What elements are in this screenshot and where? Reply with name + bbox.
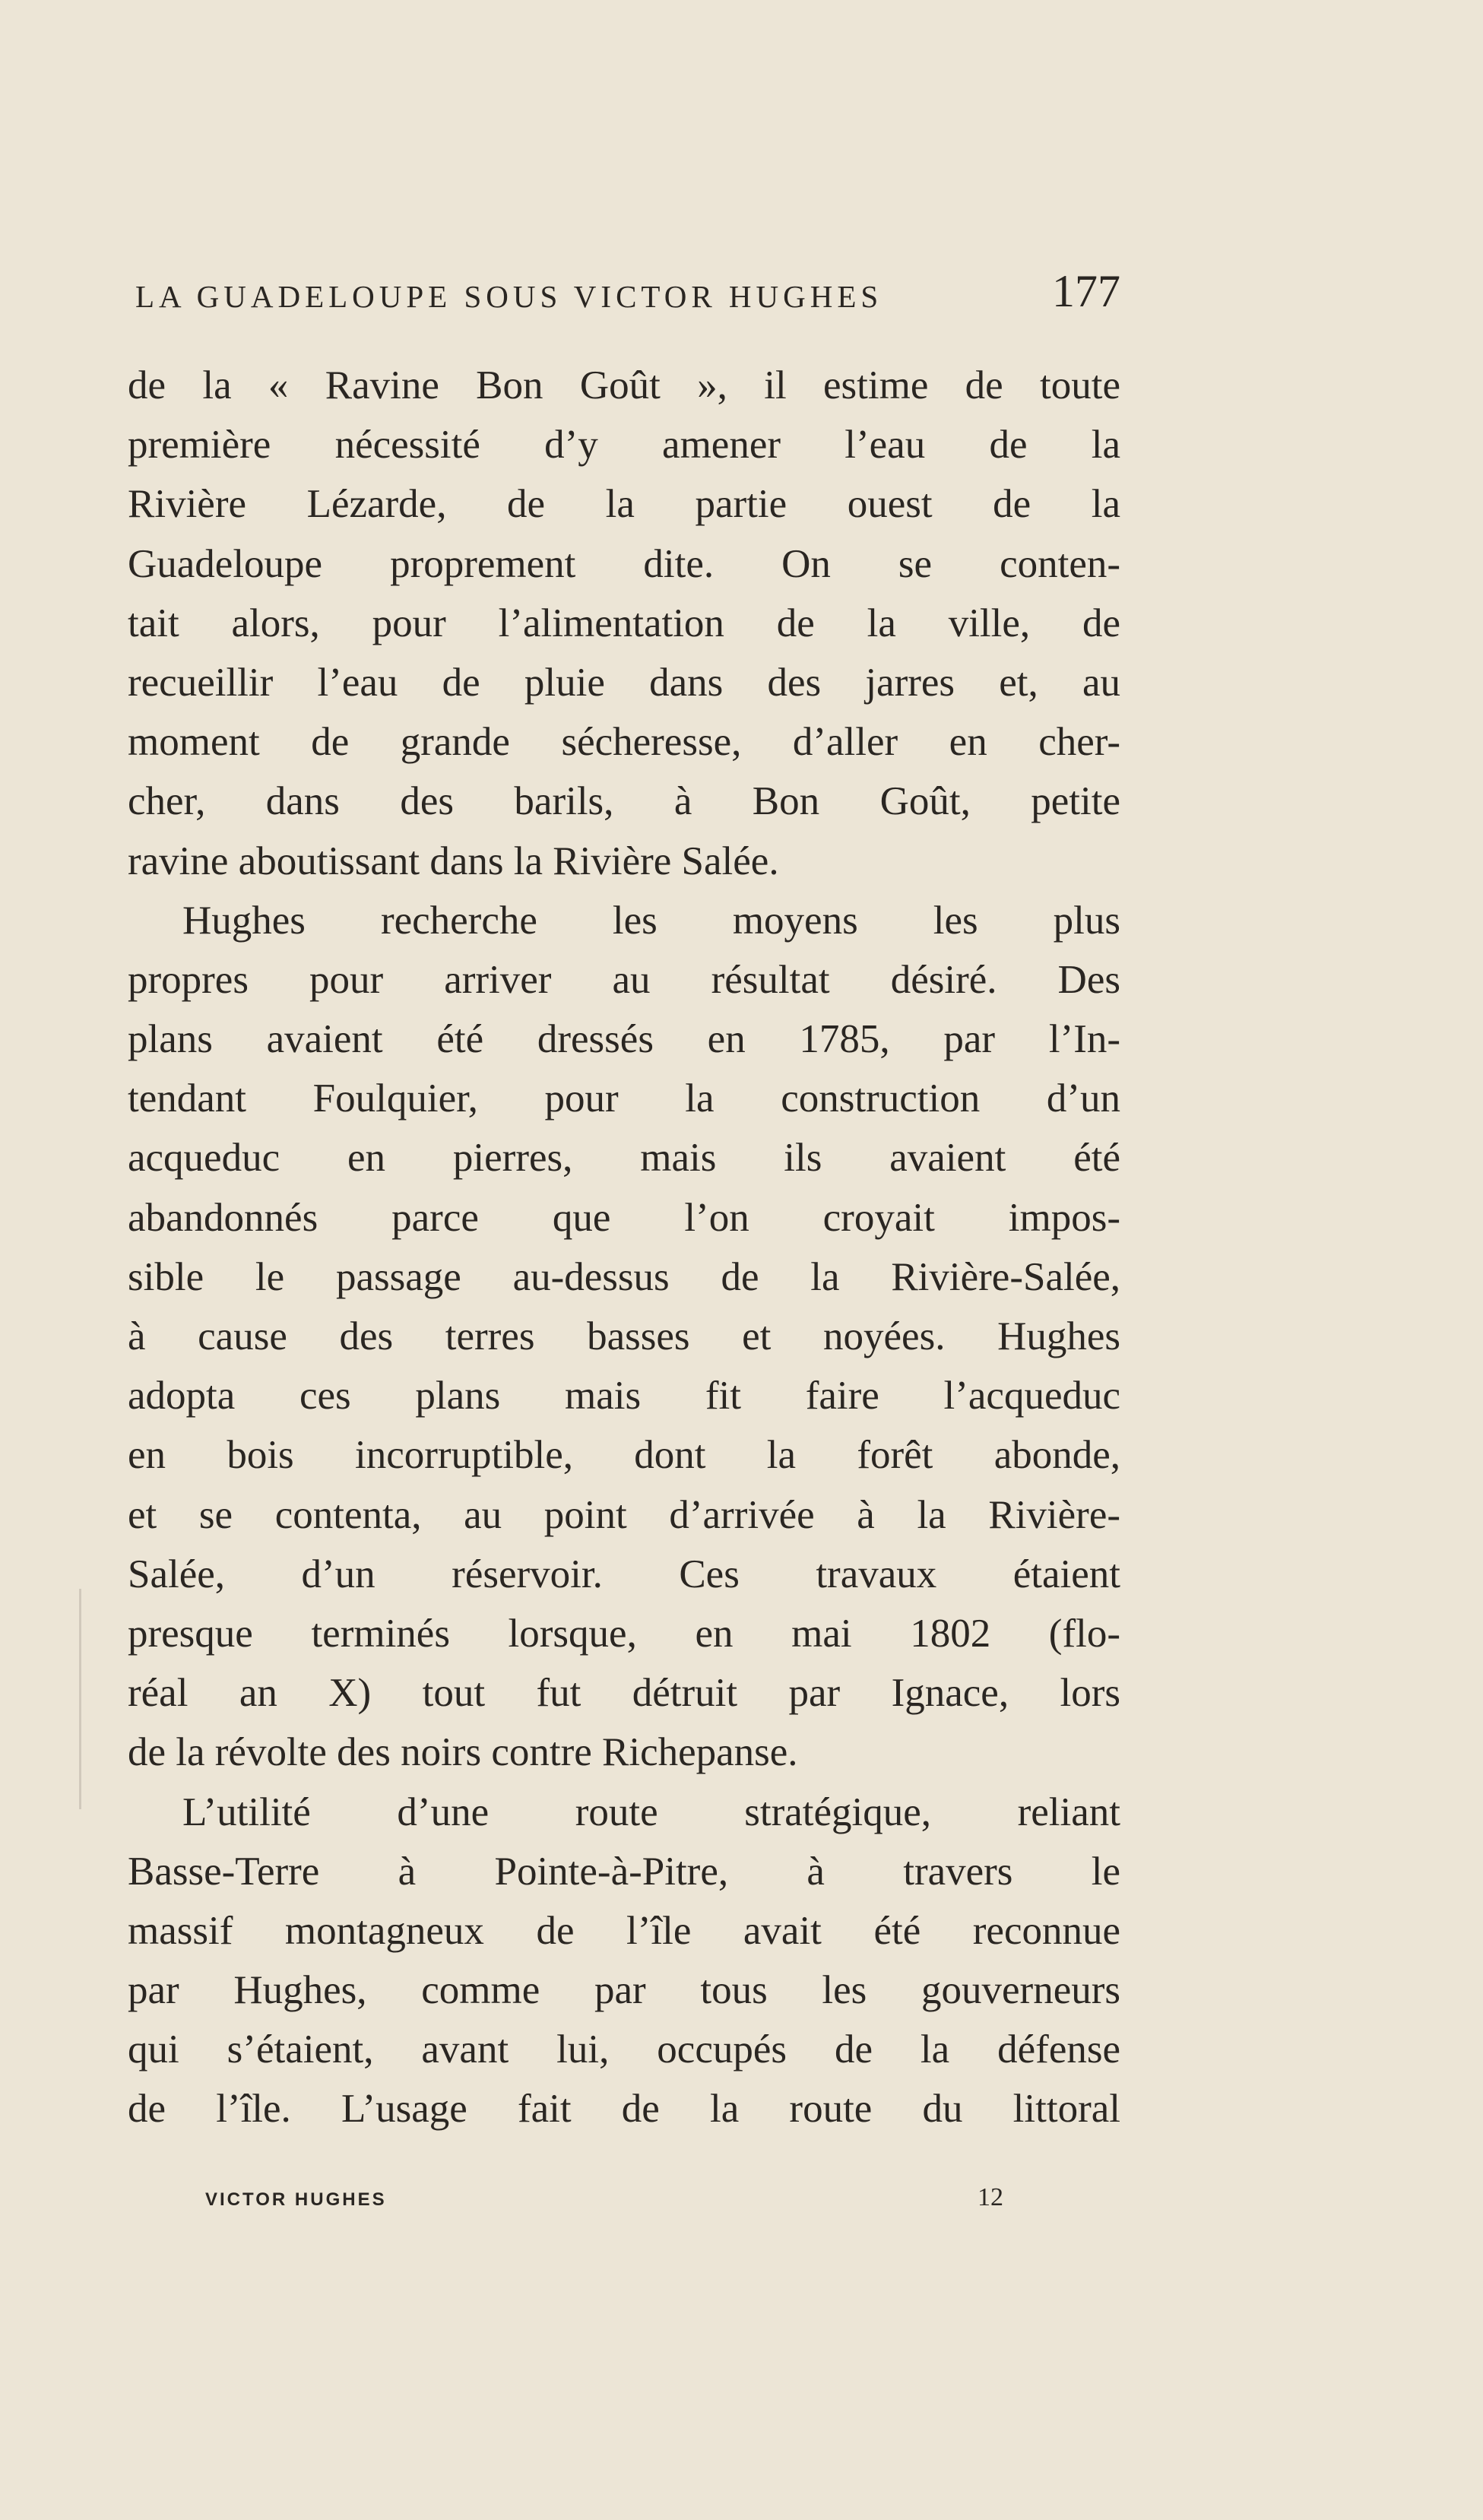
signature-number: 12 xyxy=(978,2183,1003,2211)
text-line: à cause des terres basses et noyées. Hughes xyxy=(128,1314,1120,1358)
text-line: adopta ces plans mais fit faire l’acqueduc xyxy=(128,1374,1120,1418)
text-line: abandonnés parce que l’on croyait impos- xyxy=(128,1195,1120,1240)
margin-mark xyxy=(79,1589,81,1809)
running-head xyxy=(135,268,1120,321)
text-line: tait alors, pour l’alimentation de la ville, de xyxy=(128,601,1120,645)
text-line: ravine aboutissant dans la Rivière Salée. xyxy=(128,838,779,883)
text-line: acqueduc en pierres, mais ils avaient été xyxy=(128,1136,1120,1181)
text-line: moment de grande sécheresse, d’aller en cher- xyxy=(128,720,1120,765)
text-line: cher, dans des barils, à Bon Goût, petite xyxy=(128,779,1120,824)
text-line: de l’île. L’usage fait de la route du littoral xyxy=(128,2087,1120,2132)
text-line: en bois incorruptible, dont la forêt abonde, xyxy=(128,1433,1120,1478)
text-line: Hughes recherche les moyens les plus xyxy=(182,898,1120,943)
text-line: Basse-Terre à Pointe-à-Pitre, à travers le xyxy=(128,1849,1120,1894)
text-line: massif montagneux de l’île avait été reconnue xyxy=(128,1908,1120,1953)
text-line: Guadeloupe proprement dite. On se conten- xyxy=(128,541,1120,586)
text-line: réal an X) tout fut détruit par Ignace, lors xyxy=(128,1671,1120,1716)
text-line: et se contenta, au point d’arrivée à la Rivière- xyxy=(128,1492,1120,1537)
text-line: sible le passage au-dessus de la Rivière-Salée, xyxy=(128,1254,1120,1299)
text-line: par Hughes, comme par tous les gouverneurs xyxy=(128,1968,1120,2013)
running-head-title: LA GUADELOUPE SOUS VICTOR HUGHES xyxy=(135,279,883,314)
text-line: qui s’étaient, avant lui, occupés de la défense xyxy=(128,2027,1120,2072)
body-text xyxy=(128,356,1120,2139)
text-line: première nécessité d’y amener l’eau de la xyxy=(128,423,1120,468)
text-line: propres pour arriver au résultat désiré. Des xyxy=(128,957,1120,1002)
text-line: tendant Foulquier, pour la construction d’un xyxy=(128,1076,1120,1121)
text-line: plans avaient été dressés en 1785, par l’In- xyxy=(128,1017,1120,1062)
text-line: Salée, d’un réservoir. Ces travaux étaient xyxy=(128,1552,1120,1596)
text-line: Rivière Lézarde, de la partie ouest de la xyxy=(128,482,1120,527)
text-line: de la « Ravine Bon Goût », il estime de toute xyxy=(128,363,1120,407)
page-number: 177 xyxy=(1052,266,1120,316)
text-line: de la révolte des noirs contre Richepanse. xyxy=(128,1730,798,1775)
signature-label: VICTOR HUGHES xyxy=(205,2189,387,2210)
text-line: presque terminés lorsque, en mai 1802 (flo- xyxy=(128,1611,1120,1656)
signature-line xyxy=(205,2183,1003,2220)
text-line: L’utilité d’une route stratégique, reliant xyxy=(182,1789,1120,1834)
text-line: recueillir l’eau de pluie dans des jarres et, au xyxy=(128,660,1120,705)
